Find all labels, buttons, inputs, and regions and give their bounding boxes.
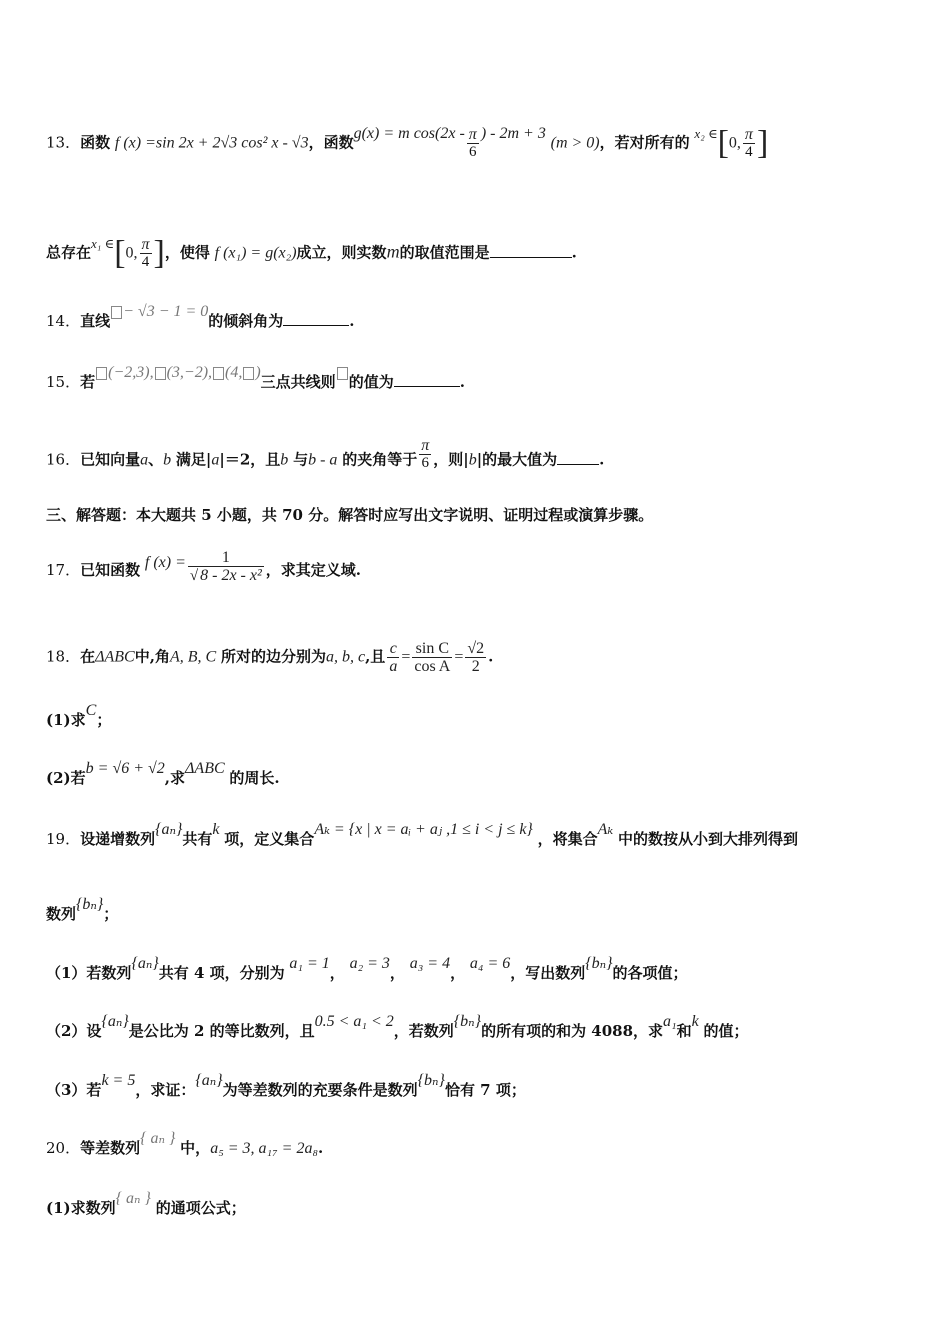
q13-g-frac-num: π xyxy=(468,126,477,143)
q15-missing-glyph-e xyxy=(337,367,348,380)
q13-number: 13． xyxy=(46,133,81,152)
q20-line xyxy=(46,1130,910,1160)
q17-frac xyxy=(188,549,264,585)
q16-text7: |的最大值为 xyxy=(476,450,558,469)
q19-part3 xyxy=(46,1072,910,1102)
q13-bracket-left: [ xyxy=(717,124,729,162)
q20-text1: 等差数列 xyxy=(80,1139,141,1157)
q16-a-2: a xyxy=(211,451,220,469)
q19-line2 xyxy=(46,896,910,926)
q18-frac3 xyxy=(465,640,486,675)
q15-text3: 的值为 xyxy=(348,373,394,391)
q18-frac1 xyxy=(387,640,399,675)
q19-p2-text3: ，若数列 xyxy=(393,1022,454,1040)
q14-answer-blank xyxy=(283,311,349,326)
q17-frac-den-wrap: √ 8 - 2x - x² xyxy=(189,567,262,584)
q18-text2: 中,角 xyxy=(134,647,170,666)
q13-f-expr: f (x) =sin 2x + 2√3 cos² x - √3 xyxy=(114,134,309,152)
q20-cond: a₅ = 3, a₁₇ = 2a₈ xyxy=(210,1140,319,1157)
q19-text3: 项，定义集合 xyxy=(224,830,315,848)
q16-text6: ，则| xyxy=(433,450,469,469)
q13-l2-bracket-left: [ xyxy=(114,234,126,272)
q16-frac-den: 6 xyxy=(419,454,431,472)
q18-p1-c: C xyxy=(85,702,97,719)
q19-p2-text2: 是公比为 2 的等比数列，且 xyxy=(128,1022,315,1040)
q13-g-cond: (m > 0) xyxy=(550,134,600,152)
q13-eq: f (x₁) = g(x₂) xyxy=(214,244,297,262)
q13-l2-bracket-right: ] xyxy=(153,234,165,272)
q18-number: 18． xyxy=(46,647,81,666)
q19-l2-end: ； xyxy=(103,905,119,923)
q18-p1-text1: (1)求 xyxy=(46,711,86,729)
q15-missing-glyph-a xyxy=(96,367,107,380)
q14-line xyxy=(46,303,910,333)
q19-a2: a₂ = 3 xyxy=(349,955,390,972)
q19-p3-bn: {bₙ} xyxy=(417,1072,445,1089)
q15-answer-blank xyxy=(394,372,460,387)
q20-end: . xyxy=(318,1139,324,1157)
q18-text4: ,且 xyxy=(365,647,386,666)
q20-an: { aₙ } xyxy=(140,1130,176,1147)
q16-frac xyxy=(419,437,431,472)
q19-ak-def: Aₖ = {x | x = aᵢ + aⱼ ,1 ≤ i < j ≤ k} xyxy=(314,821,533,838)
q18-frac2-num: sin C xyxy=(415,640,450,657)
q19-p3-text3: 为等差数列的充要条件是数列 xyxy=(222,1081,418,1099)
q18-text3: 所对的边分别为 xyxy=(220,647,326,666)
q13-answer-blank xyxy=(490,243,572,258)
q19-p3-text1: （3）若 xyxy=(46,1081,102,1099)
q19-k: k xyxy=(212,821,220,838)
q17-text1: 已知函数 xyxy=(80,561,141,579)
q18-p1-text2: ； xyxy=(96,711,112,729)
q19-p3-k: k = 5 xyxy=(101,1072,136,1089)
q13-l2-interval-num: π xyxy=(141,236,150,253)
q14-number: 14． xyxy=(46,312,81,330)
q14-text2: 的倾斜角为 xyxy=(208,312,284,330)
q18-triangle: ΔABC xyxy=(95,648,135,666)
q13-l2-text4: 的取值范围是 xyxy=(399,243,490,262)
q18-frac1-num: c xyxy=(389,640,397,657)
q15-missing-glyph-d xyxy=(243,367,254,380)
q19-part2 xyxy=(46,1013,910,1043)
q19-p1-an: {aₙ} xyxy=(131,955,159,972)
q19-p1-text2: 共有 4 项，分别为 xyxy=(158,964,285,982)
q19-line1 xyxy=(46,821,910,851)
q19-p2-text6: 的值； xyxy=(703,1022,749,1040)
q15-missing-glyph-c xyxy=(213,367,224,380)
q19-comma-3: ， xyxy=(450,964,466,982)
q17-frac-num: 1 xyxy=(221,549,230,566)
q19-a3: a₃ = 4 xyxy=(409,955,451,972)
q15-end: . xyxy=(459,373,465,391)
q15-point-a: (−2,3), xyxy=(108,364,154,381)
q18-p2-text3: 的周长. xyxy=(229,769,280,787)
q14-missing-glyph-1 xyxy=(111,306,122,319)
q19-a4: a₄ = 6 xyxy=(469,955,511,972)
q13-l2-text2: ，使得 xyxy=(164,243,210,262)
q19-p2-text1: （2）设 xyxy=(46,1022,102,1040)
q15-missing-glyph-b xyxy=(155,367,166,380)
q19-p2-an: {aₙ} xyxy=(101,1013,129,1030)
q19-text4: ，将集合 xyxy=(537,830,598,848)
q19-p2-text5: 和 xyxy=(676,1022,692,1040)
q13-interval-frac xyxy=(743,126,755,161)
q20-text2: 中， xyxy=(180,1139,211,1157)
q16-text2: 满足| xyxy=(175,450,212,469)
q20-number: 20． xyxy=(46,1139,81,1157)
q18-angles: A, B, C xyxy=(169,648,217,666)
q19-p2-a1: a₁ xyxy=(663,1013,677,1030)
q18-eq2: = xyxy=(454,648,464,666)
q15-point-c: (4, xyxy=(225,364,243,381)
q16-text3: |＝2，且 xyxy=(219,450,281,469)
q19-bn: {bₙ} xyxy=(76,896,104,913)
q13-g-expr-a: g(x) = m cos(2x - xyxy=(353,124,465,142)
q19-comma-1: ， xyxy=(329,964,345,982)
q16-text5: 的夹角等于 xyxy=(342,450,418,469)
q13-m: m xyxy=(386,241,400,262)
section3-heading: 三、解答题：本大题共 5 小题，共 70 分。解答时应写出文字说明、证明过程或演算步骤。 xyxy=(46,506,654,524)
q16-answer-blank xyxy=(557,450,599,465)
q18-p2-b-expr: b = √6 + √2 xyxy=(85,760,165,777)
q16-b-2: b xyxy=(280,451,289,469)
q19-comma-2: ， xyxy=(389,964,405,982)
q13-text3: ，若对所有的 xyxy=(599,133,690,152)
q16-b-3: b xyxy=(468,451,477,469)
q15-point-d: ) xyxy=(255,364,261,381)
q14-end: . xyxy=(349,312,355,330)
q20-part1 xyxy=(46,1190,910,1220)
q13-line2 xyxy=(46,236,910,271)
q13-l2-text1: 总存在 xyxy=(46,243,92,262)
q19-p1-bn: {bₙ} xyxy=(585,955,613,972)
q18-eq1: = xyxy=(401,648,411,666)
q19-p1-text4: 的各项值； xyxy=(612,964,688,982)
q13-l2-interval-a: 0, xyxy=(125,244,138,262)
q17-f: f (x) = xyxy=(144,554,186,571)
q16-end: . xyxy=(599,450,605,469)
q16-b-minus-a: b - a xyxy=(308,451,338,469)
q13-end: . xyxy=(571,243,577,262)
q15-line xyxy=(46,364,910,394)
q13-g-expr-b: ) - 2m + 3 xyxy=(480,124,546,142)
q19-p2-cond: 0.5 < a₁ < 2 xyxy=(314,1013,394,1030)
q18-frac3-den: 2 xyxy=(465,657,486,675)
q19-ak: Aₖ xyxy=(597,821,614,838)
q19-p2-bn: {bₙ} xyxy=(453,1013,482,1030)
q13-interval-a: 0, xyxy=(728,134,741,152)
q19-p3-text2: ，求证： xyxy=(135,1081,196,1099)
q19-p3-an: {aₙ} xyxy=(195,1072,223,1089)
q13-l2-text3: 成立，则实数 xyxy=(296,243,387,262)
q19-text2: 共有 xyxy=(182,830,213,848)
q16-frac-num: π xyxy=(421,437,430,454)
q18-frac2 xyxy=(412,640,452,675)
q13-l2-interval-frac xyxy=(140,236,152,271)
q13-bracket-right: ] xyxy=(756,124,769,162)
q19-l2-text1: 数列 xyxy=(46,905,77,923)
q16-line xyxy=(46,437,910,478)
q16-text1: 已知向量 xyxy=(80,450,141,469)
q15-point-b: (3,−2), xyxy=(166,364,213,381)
q18-sides: a, b, c xyxy=(325,648,366,666)
q18-line xyxy=(46,640,910,675)
q13-text2: ，函数 xyxy=(308,133,354,152)
q18-frac3-num: √2 xyxy=(467,640,485,657)
q19-an: {aₙ} xyxy=(155,821,183,838)
q18-frac2-den: cos A xyxy=(414,658,451,675)
q15-text1: 若 xyxy=(80,373,96,391)
q18-part1 xyxy=(46,702,910,732)
q18-p2-text1: (2)若 xyxy=(46,769,86,787)
q14-expr: − √3 − 1 = 0 xyxy=(123,303,209,320)
q18-frac1-den: a xyxy=(389,658,398,675)
q16-sep: 、 xyxy=(148,450,164,469)
q18-p2-triangle: ΔABC xyxy=(185,760,225,777)
q13-line1 xyxy=(46,126,910,161)
q17-line xyxy=(46,549,910,589)
q20-p1-text2: 的通项公式； xyxy=(155,1199,246,1217)
q17-number: 17． xyxy=(46,561,81,579)
q13-g-frac-den: 6 xyxy=(467,143,479,161)
q18-text1: 在 xyxy=(80,647,96,666)
q14-text1: 直线 xyxy=(80,312,111,330)
q13-x2-in: x₂ ∈ xyxy=(694,125,718,141)
q16-text4: 与 xyxy=(293,450,309,469)
q15-number: 15． xyxy=(46,373,81,391)
q13-g-frac xyxy=(467,126,479,161)
q19-a1: a₁ = 1 xyxy=(289,955,330,972)
q19-p3-text4: 恰有 7 项； xyxy=(444,1081,526,1099)
q20-p1-an: { aₙ } xyxy=(115,1190,151,1207)
q18-end: . xyxy=(488,647,494,666)
q19-p2-text4: 的所有项的和为 4088，求 xyxy=(481,1022,664,1040)
q19-p1-text1: （1）若数列 xyxy=(46,964,132,982)
q19-text5: 中的数按从小到大排列得到 xyxy=(618,830,799,848)
q16-number: 16． xyxy=(46,450,81,469)
q17-text2: ，求其定义域. xyxy=(265,561,362,579)
q18-part2 xyxy=(46,760,910,790)
q17-frac-den: 8 - 2x - x² xyxy=(200,567,262,584)
q13-x1-in: x₁ ∈ xyxy=(91,235,115,251)
q13-text1: 函数 xyxy=(80,133,111,152)
q13-l2-interval-den: 4 xyxy=(140,253,152,271)
q19-p2-k: k xyxy=(691,1013,699,1030)
q19-p1-text3: ，写出数列 xyxy=(510,964,586,982)
q19-part1 xyxy=(46,955,910,985)
q15-text2: 三点共线则 xyxy=(260,373,336,391)
q16-a: a xyxy=(140,451,149,469)
q13-interval-den: 4 xyxy=(743,143,755,161)
q19-number: 19． xyxy=(46,830,81,848)
q19-text1: 设递增数列 xyxy=(80,830,156,848)
q20-p1-text1: (1)求数列 xyxy=(46,1199,116,1217)
q16-b: b xyxy=(163,451,172,469)
q18-p2-text2: ,求 xyxy=(164,769,186,787)
q13-interval-num: π xyxy=(744,126,753,143)
